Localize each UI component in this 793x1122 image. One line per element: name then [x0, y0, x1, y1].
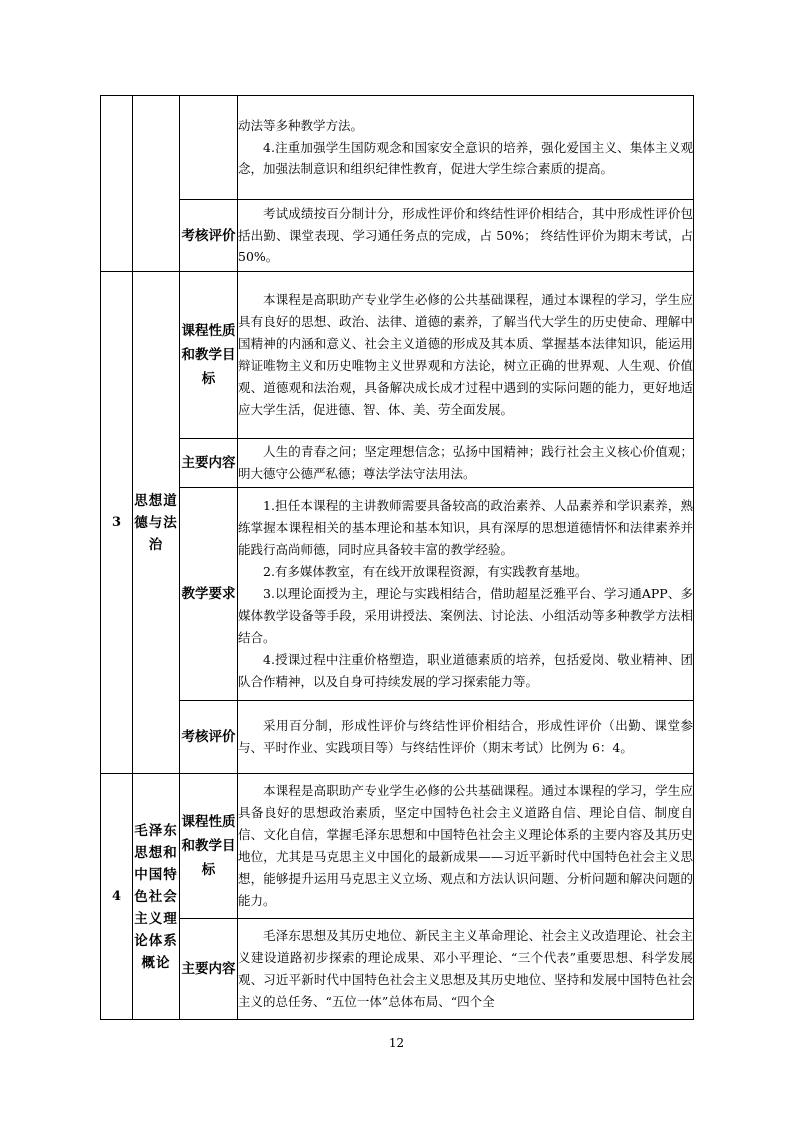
table-row [101, 488, 694, 701]
goal-label: 课程性质和教学目标 [180, 774, 238, 919]
table-row [101, 701, 694, 774]
content-paragraph: 采用百分制，形成性评价与终结性评价相结合，形成性评价（出勤、课堂参与、平时作业、实践项目等）与终结性评价（期末考试）比例为 6：4。 [238, 718, 693, 755]
content-paragraph: 3.以理论面授为主，理论与实践相结合，借助超星泛雅平台、学习通APP、多媒体教学设备等手段，采用讲授法、案例法、讨论法、小组活动等多种教学方法相结合。 [238, 586, 693, 645]
requirements-label: 教学要求 [180, 488, 238, 701]
table-row [101, 439, 694, 488]
assessment-content [238, 200, 694, 272]
page-number: 12 [388, 1036, 405, 1050]
course-number: 3 [101, 272, 133, 774]
table-row [101, 919, 694, 1020]
content-paragraph: 人生的青春之问；坚定理想信念；弘扬中国精神；践行社会主义核心价值观；明大德守公德严私德；尊法学法守法用法。 [238, 444, 693, 481]
content-paragraph: 4.注重加强学生国防观念和国家安全意识的培养，强化爱国主义、集体主义观念，加强法制意识和组织纪律性教育，促进大学生综合素质的提高。 [238, 139, 693, 177]
table-row [101, 774, 694, 919]
course-table [100, 95, 694, 1020]
main-content [238, 439, 694, 488]
goal-content [238, 272, 694, 439]
content-paragraph: 1.担任本课程的主讲教师需要具备较高的政治素养、人品素养和学识素养，熟练掌握本课程相关的基本理论和基本知识，具有深厚的思想道德情怀和法律素养并能践行高尚师德，同时应具备较丰富的教学经验。 [238, 498, 693, 558]
goal-content [238, 774, 694, 919]
main-content-label: 主要内容 [180, 919, 238, 1020]
content-paragraph: 4.授课过程中注重价格塑造，职业道德素质的培养，包括爱岗、敬业精神、团队合作精神，以及自身可持续发展的学习探索能力等。 [238, 651, 693, 689]
course-number-cell [101, 96, 133, 272]
course-name: 思想道德与法治 [133, 272, 180, 774]
requirements-content [238, 488, 694, 701]
content-paragraph: 本课程是高职助产专业学生必修的公共基础课程。通过本课程的学习，学生应具备良好的思想政治素质，坚定中国特色社会主义道路自信、理论自信、制度自信、文化自信，掌握毛泽东思想和中国特色社会主义理论体系的主要内容及其历史地位，尤其是马克思主义中国化的最新成果——习近平新时代中国特色社会主义思想，能够提升运用马克思主义立场、观点和方法认识问题、分析问题和解决问题的能力。 [238, 783, 693, 908]
assessment-content [238, 701, 694, 774]
course-number: 4 [101, 774, 133, 1020]
content-paragraph: 本课程是高职助产专业学生必修的公共基础课程，通过本课程的学习，学生应具有良好的思想、政治、法律、道德的素养，了解当代大学生的历史使命、理解中国精神的内涵和意义、社会主义道德的形成及其本质、掌握基本法律知识，能运用辩证唯物主义和历史唯物主义世界观和方法论，树立正确的世界观、人生观、价值观、道德观和法治观，具备解决成长成才过程中遇到的实际问题的能力，更好地适应大学生活，促进德、智、体、美、劳全面发展。 [238, 292, 693, 417]
label-cell-empty [180, 96, 238, 200]
content-paragraph: 毛泽东思想及其历史地位、新民主主义革命理论、社会主义改造理论、社会主义建设道路初步探索的理论成果、邓小平理论、“三个代表”重要思想、科学发展观、习近平新时代中国特色社会主义思想及其历史地位、坚持和发展中国特色社会主义的总任务、“五位一体”总体布局、“四个全 [238, 928, 693, 1009]
table-row [101, 96, 694, 200]
table-row [101, 200, 694, 272]
main-content [238, 919, 694, 1020]
course-name: 毛泽东思想和中国特色社会主义理论体系概论 [133, 774, 180, 1020]
course-name-cell [133, 96, 180, 272]
assessment-label: 考核评价 [180, 200, 238, 272]
content-paragraph: 2.有多媒体教室，有在线开放课程资源，有实践教育基地。 [263, 564, 588, 580]
main-content-label: 主要内容 [180, 439, 238, 488]
goal-label: 课程性质和教学目标 [180, 272, 238, 439]
content-paragraph: 考试成绩按百分制计分，形成性评价和终结性评价相结合，其中形成性评价包括出勤、课堂表现、学习通任务点的完成，占 50%； 终结性评价为期末考试，占 50%。 [238, 205, 693, 265]
content-paragraph: 动法等多种教学方法。 [238, 117, 364, 133]
teaching-methods-content [238, 96, 694, 200]
table-row [101, 272, 694, 439]
assessment-label: 考核评价 [180, 701, 238, 774]
